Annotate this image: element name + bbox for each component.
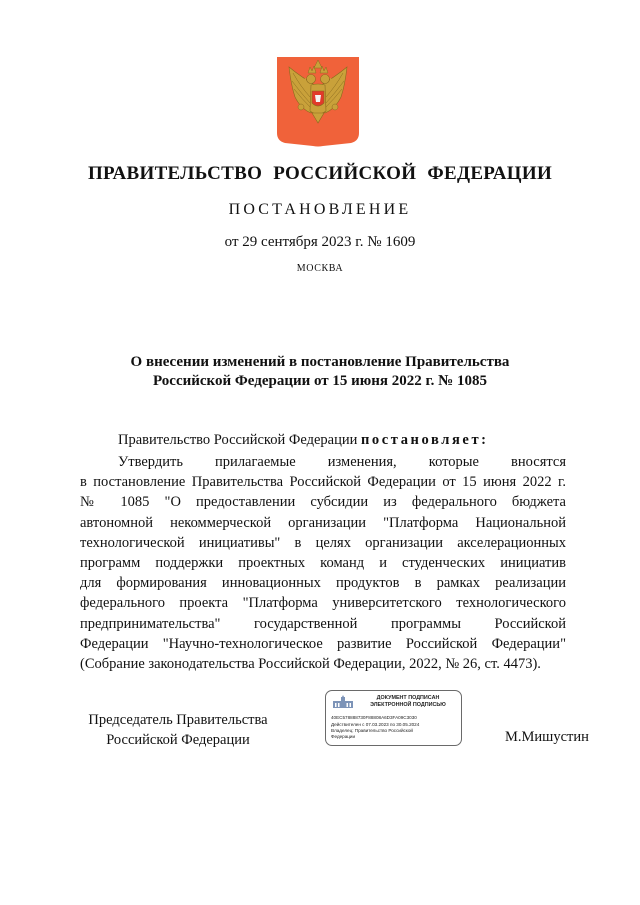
decree-body — [80, 452, 566, 674]
body-line: № 1085 "О предоставлении субсидии из федерального бюджета — [80, 494, 566, 511]
stamp-title — [356, 695, 460, 709]
body-line: федерального проекта "Платформа университетского технологического — [80, 595, 566, 612]
kremlin-building-icon — [331, 695, 355, 709]
body-line: для формирования инновационных продуктов в рамках реализации — [80, 575, 566, 592]
position-line: Председатель Правительства — [88, 712, 268, 728]
body-line: технологической инициативы" в целях организации акселерационных — [80, 534, 566, 551]
decree-type: ПОСТАНОВЛЕНИЕ — [228, 201, 412, 218]
stamp-title-line: ЭЛЕКТРОННОЙ ПОДПИСЬЮ — [370, 702, 446, 708]
coat-of-arms-icon — [277, 57, 359, 147]
stamp-certificate: 40EC578888730F88808A6D3FA09C3030 — [331, 715, 417, 720]
intro-paragraph — [118, 432, 489, 449]
stamp-owner: Владелец: Правительство Российской — [331, 728, 413, 733]
intro-prefix: Правительство Российской Федерации — [118, 432, 361, 448]
signatory-name: М.Мишустин — [505, 729, 589, 745]
stamp-title-line: ДОКУМЕНТ ПОДПИСАН — [376, 695, 440, 701]
decree-subject — [0, 353, 640, 391]
subject-line: Российской Федерации от 15 июня 2022 г. № 1085 — [153, 373, 487, 389]
body-line: программ поддержки проектных команд и студенческих инициатив — [80, 555, 566, 572]
body-line: (Собрание законодательства Российской Федерации, 2022, № 26, ст. 4473). — [80, 656, 541, 673]
position-line: Российской Федерации — [106, 732, 250, 748]
signatory-position — [78, 710, 278, 750]
body-line: предпринимательства" государственной программы Российской — [80, 615, 566, 632]
e-signature-stamp — [325, 690, 462, 746]
city-name: МОСКВА — [296, 263, 344, 274]
decree-date: от 29 сентября 2023 г. № 1609 — [224, 234, 416, 250]
government-title: ПРАВИТЕЛЬСТВО РОССИЙСКОЙ ФЕДЕРАЦИИ — [87, 163, 553, 184]
stamp-owner: Федерации — [331, 734, 356, 739]
stamp-validity: Действителен с 07.03.2023 по 30.05.2024 — [331, 722, 420, 727]
body-line: автономной некоммерческой организации "Платформа Национальной — [80, 514, 566, 531]
body-line: в постановление Правительства Российской Федерации от 15 июня 2022 г. — [80, 474, 566, 491]
body-line: Федерации "Научно-технологическое развитие Российской Федерации" — [80, 635, 566, 652]
subject-line: О внесении изменений в постановление Правительства — [130, 354, 510, 370]
intro-verb: постановляет: — [360, 432, 489, 448]
body-line: Утвердить прилагаемые изменения, которые вносятся — [118, 454, 566, 470]
